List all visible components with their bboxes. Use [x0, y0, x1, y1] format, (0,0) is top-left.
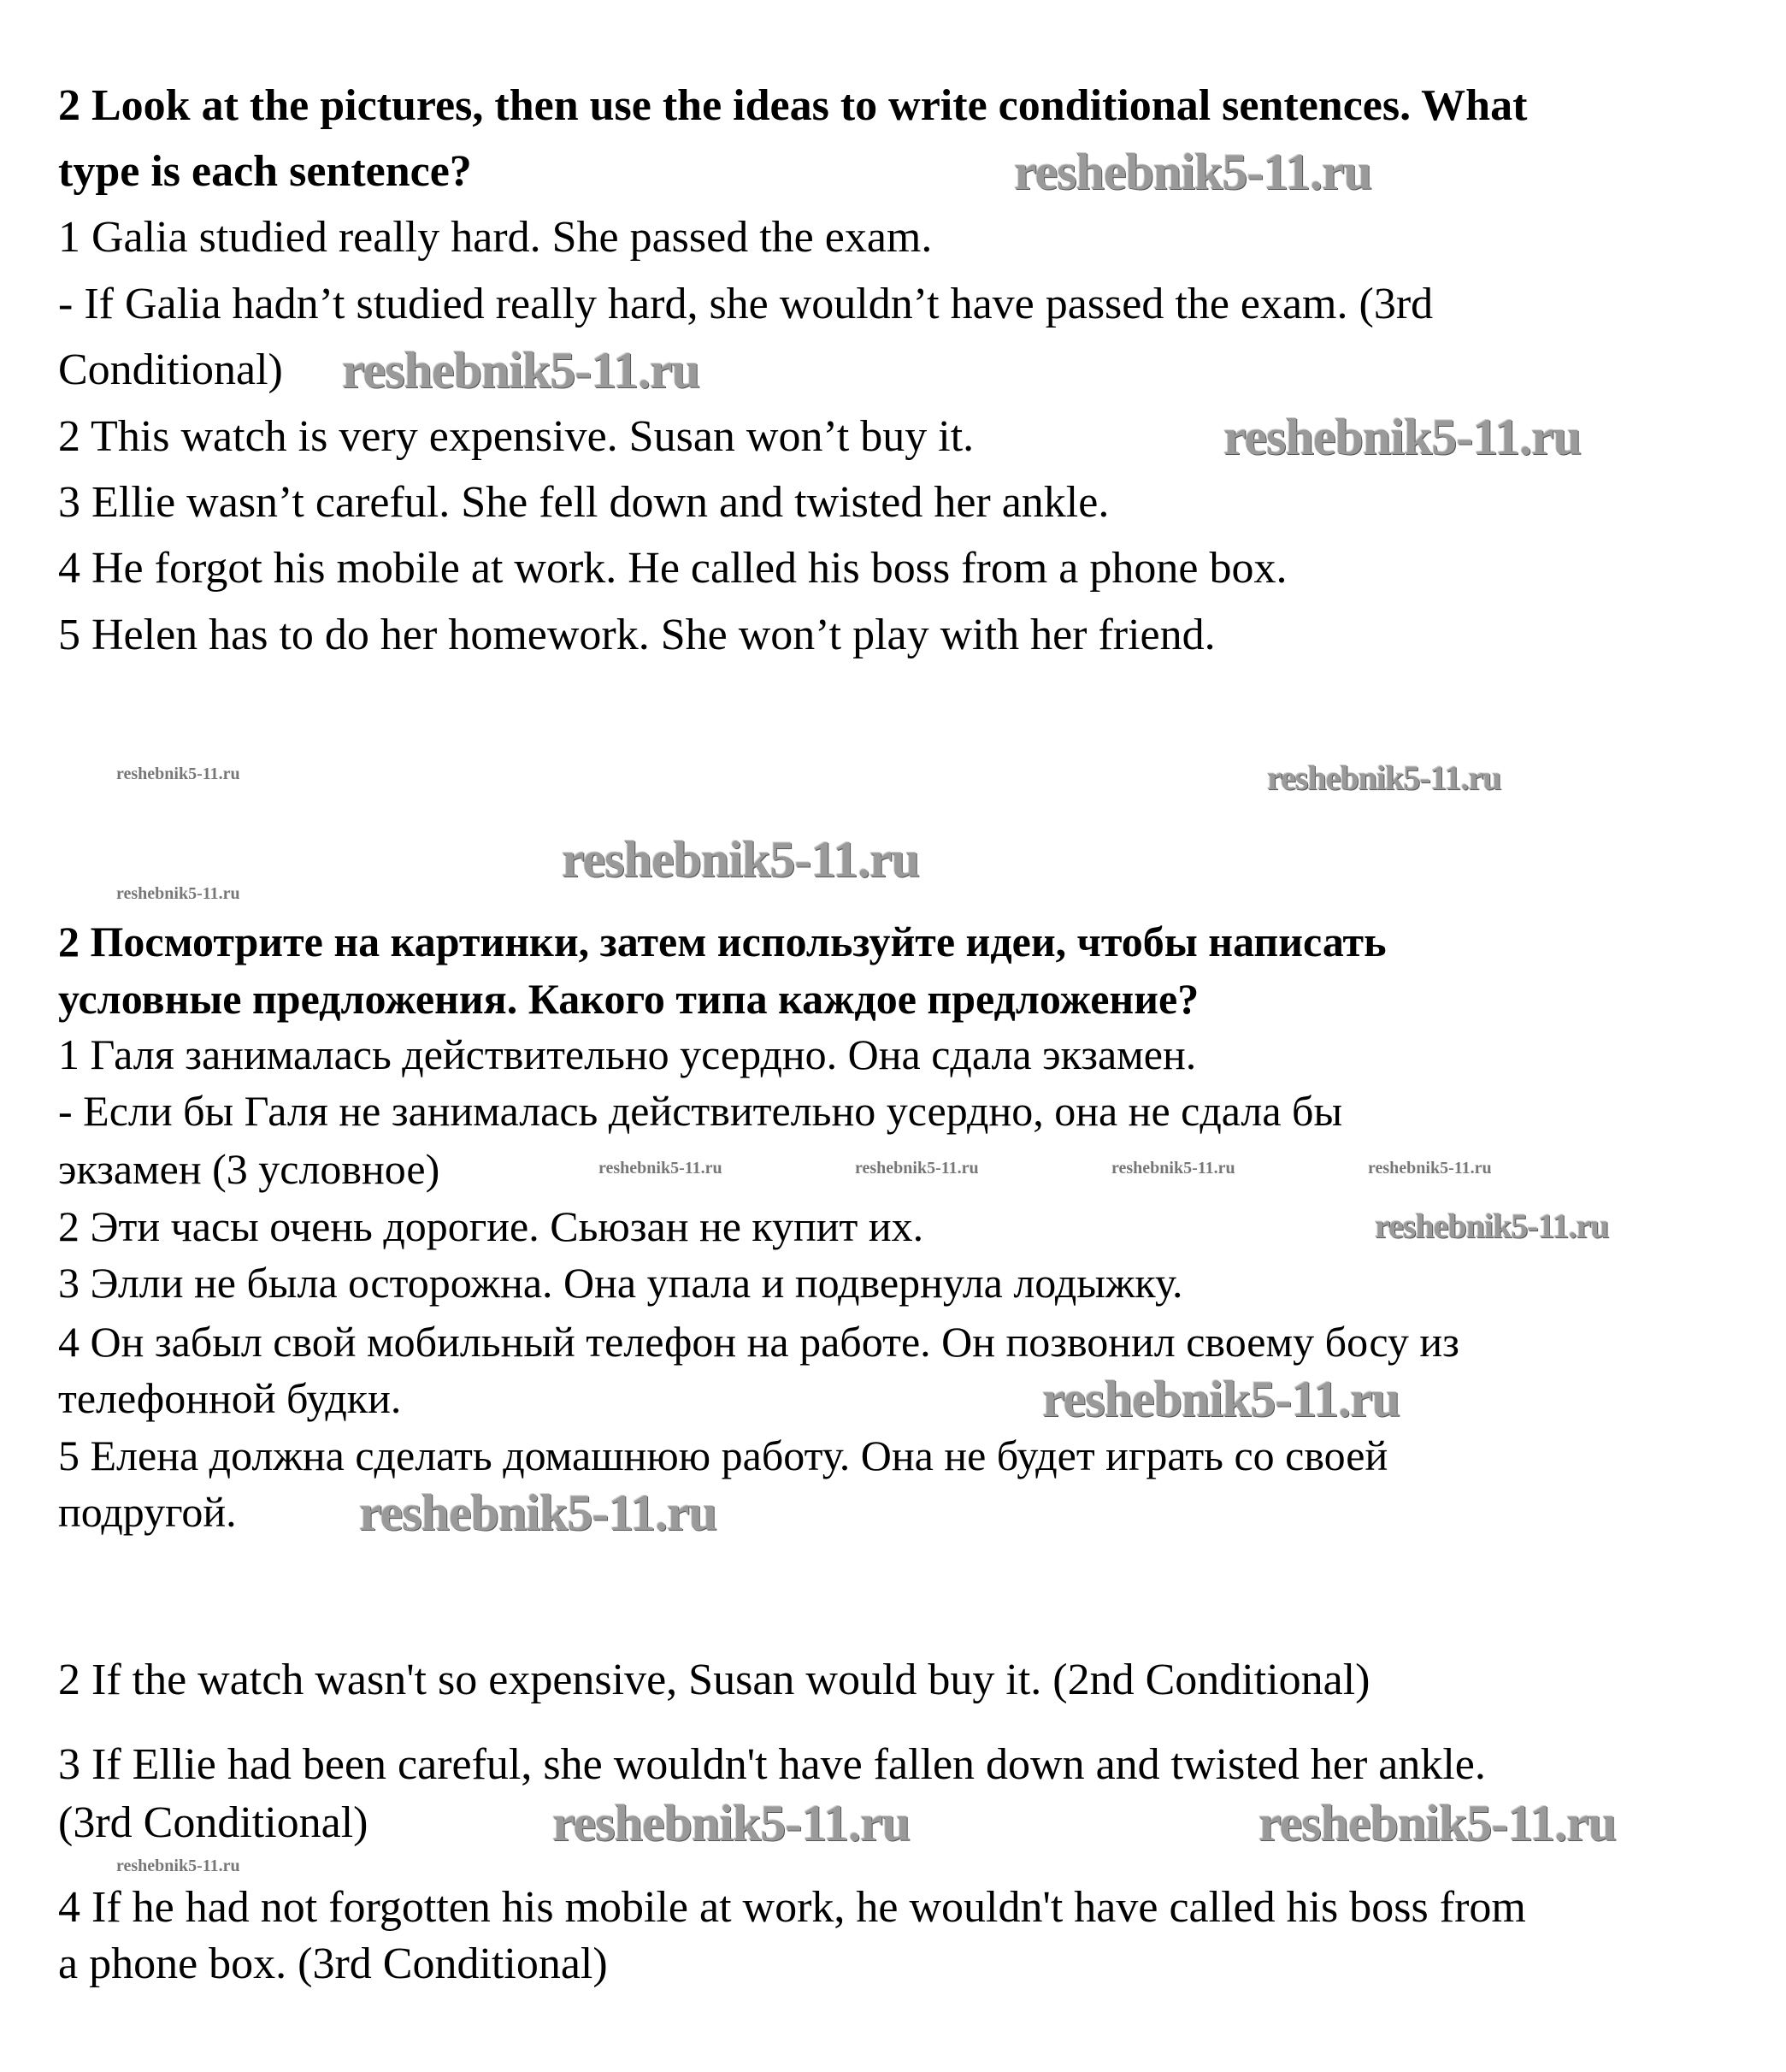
watermark: reshebnik5-11.ru: [359, 1485, 716, 1541]
exercise-item-ru: 4 Он забыл свой мобильный телефон на работе. Он позвонил своему босу из: [58, 1318, 1459, 1366]
exercise-item: 3 Ellie wasn’t careful. She fell down and twisted her ankle.: [58, 478, 1110, 527]
exercise-item-ru: 1 Галя занималась действительно усердно. Она сдала экзамен.: [58, 1030, 1197, 1078]
exercise-heading-en: 2 Look at the pictures, then use the ideas to write conditional sentences. What: [58, 81, 1528, 130]
example-answer-ru-cont: экзамен (3 условное): [58, 1145, 440, 1193]
exercise-item: 2 This watch is very expensive. Susan won’t buy it.: [58, 412, 975, 461]
watermark: reshebnik5-11.ru: [116, 884, 240, 903]
watermark: reshebnik5-11.ru: [1111, 1159, 1235, 1178]
example-answer-ru: - Если бы Галя не занималась действительно усердно, она не сдала бы: [58, 1087, 1343, 1135]
watermark: reshebnik5-11.ru: [1368, 1159, 1492, 1178]
watermark: reshebnik5-11.ru: [116, 1857, 240, 1875]
answer-item: 4 If he had not forgotten his mobile at work, he wouldn't have called his boss from: [58, 1883, 1526, 1932]
watermark: reshebnik5-11.ru: [598, 1159, 722, 1178]
exercise-heading-ru: 2 Посмотрите на картинки, затем используйте идеи, чтобы написать: [58, 918, 1387, 965]
answer-item: 3 If Ellie had been careful, she wouldn't have fallen down and twisted her ankle.: [58, 1740, 1486, 1789]
watermark: reshebnik5-11.ru: [1223, 409, 1581, 465]
watermark: reshebnik5-11.ru: [562, 831, 919, 888]
answer-item-cont: a phone box. (3rd Conditional): [58, 1939, 608, 1988]
exercise-item-ru: 5 Елена должна сделать домашнюю работу. Она не будет играть со своей: [58, 1432, 1388, 1479]
exercise-item: 4 He forgot his mobile at work. He called his boss from a phone box.: [58, 544, 1288, 593]
exercise-item: 1 Galia studied really hard. She passed the exam.: [58, 213, 933, 262]
exercise-item-ru-cont: телефонной будки.: [58, 1374, 402, 1422]
example-answer-cont: Conditional): [58, 345, 283, 394]
exercise-heading-ru-cont: условные предложения. Какого типа каждое предложение?: [58, 975, 1200, 1023]
exercise-item-ru: 2 Эти часы очень дорогие. Сьюзан не купит их.: [58, 1202, 924, 1250]
watermark: reshebnik5-11.ru: [855, 1159, 979, 1178]
watermark: reshebnik5-11.ru: [552, 1795, 910, 1851]
exercise-item: 5 Helen has to do her homework. She won’t play with her friend.: [58, 611, 1216, 659]
answer-item: 2 If the watch wasn't so expensive, Susan would buy it. (2nd Conditional): [58, 1656, 1370, 1704]
example-answer: - If Galia hadn’t studied really hard, she wouldn’t have passed the exam. (3rd: [58, 280, 1434, 328]
exercise-item-ru-cont: подругой.: [58, 1488, 237, 1536]
exercise-item-ru: 3 Элли не была осторожна. Она упала и подвернула лодыжку.: [58, 1259, 1183, 1307]
watermark: reshebnik5-11.ru: [116, 764, 240, 783]
watermark: reshebnik5-11.ru: [1042, 1371, 1400, 1427]
watermark: reshebnik5-11.ru: [1014, 144, 1371, 200]
watermark: reshebnik5-11.ru: [1267, 759, 1501, 797]
watermark: reshebnik5-11.ru: [1375, 1207, 1609, 1245]
answer-item-cont: (3rd Conditional): [58, 1798, 368, 1847]
watermark: reshebnik5-11.ru: [342, 342, 699, 398]
watermark: reshebnik5-11.ru: [1258, 1795, 1616, 1851]
exercise-heading-en-cont: type is each sentence?: [58, 147, 472, 196]
